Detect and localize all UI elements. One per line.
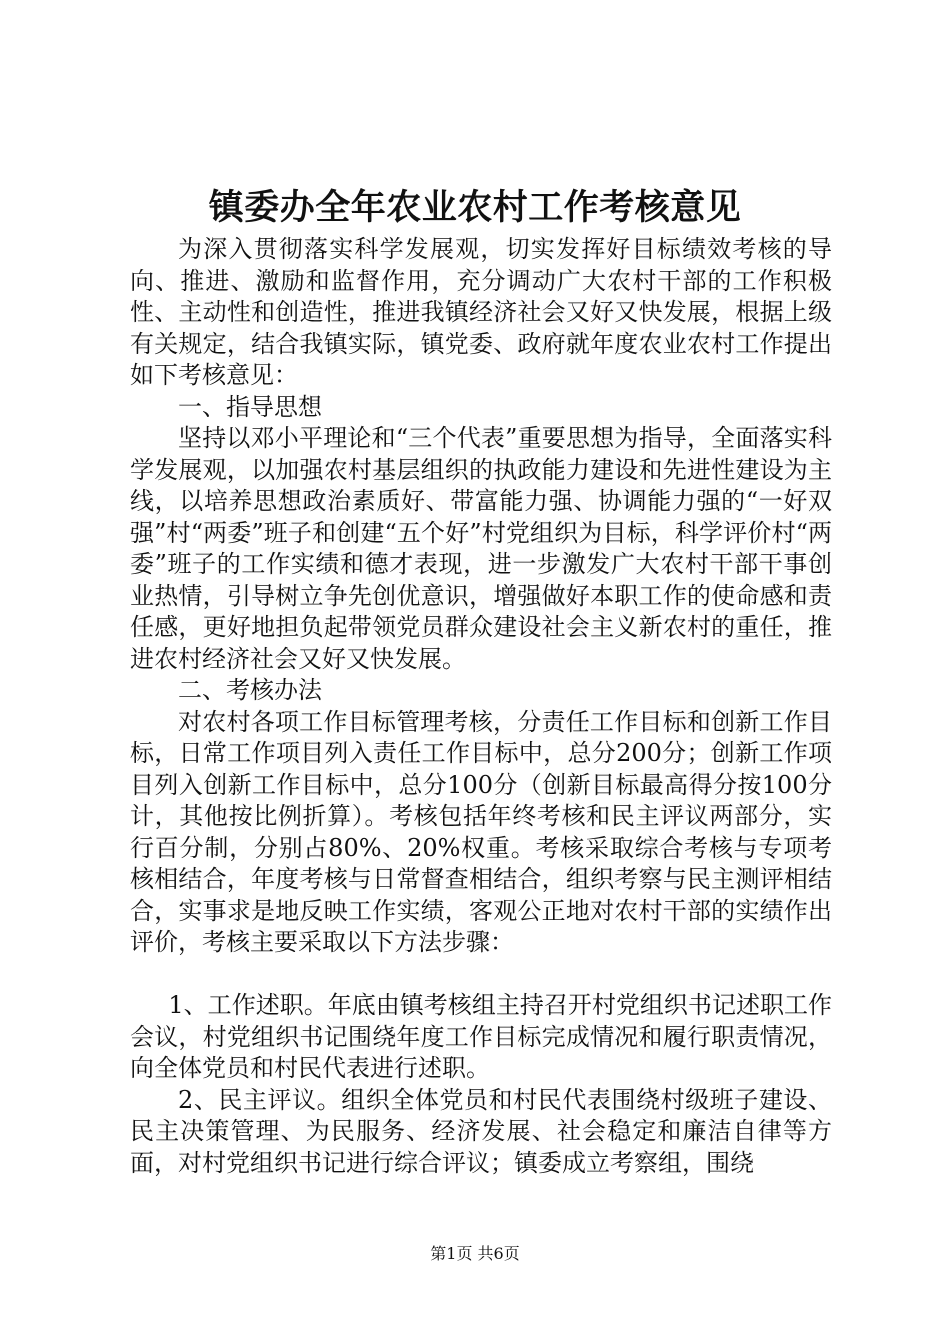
document-title: 镇委办全年农业农村工作考核意见 (208, 187, 742, 228)
list-item-work-report: 1、工作述职。年底由镇考核组主持召开村党组织书记述职工作会议，村党组织书记围绕年度工作目标完成情况和履行职责情况，向全体党员和村民代表进行述职。 (130, 991, 832, 1082)
paragraph-spacer (130, 959, 832, 991)
section-heading-guiding-ideology: 一、指导思想 (178, 392, 322, 421)
assessment-method-paragraph: 对农村各项工作目标管理考核，分责任工作目标和创新工作目标，日常工作项目列入责任工作目标中，总分200分；创新工作项目列入创新工作目标中，总分100分（创新目标最高得分按100分计，其他按比例折算）。考核包括年终考核和民主评议两部分，实行百分制，分别占80%、20%权重。考核采取综合考核与专项考核相结合，年度考核与日常督查相结合，组织考察与民主测评相结合，实事求是地反映工作实绩，客观公正地对农村干部的实绩作出评价，考核主要采取以下方法步骤： (130, 707, 832, 956)
list-item-democratic-review: 2、民主评议。组织全体党员和村民代表围绕村级班子建设、民主决策管理、为民服务、经济发展、社会稳定和廉洁自律等方面，对村党组织书记进行综合评议；镇委成立考察组，围绕 (130, 1085, 832, 1177)
section-heading-assessment-method: 二、考核办法 (178, 676, 322, 704)
guiding-ideology-paragraph: 坚持以邓小平理论和“三个代表”重要思想为指导，全面落实科学发展观，以加强农村基层组织的执政能力建设和先进性建设为主线，以培养思想政治素质好、带富能力强、协调能力强的“一好双强”村“两委”班子和创建“五个好”村党组织为目标，科学评价村“两委”班子的工作实绩和德才表现，进一步激发广大农村干部干事创业热情，引导树立争先创优意识，增强做好本职工作的使命感和责任感，更好地担负起带领党员群众建设社会主义新农村的重任，推进农村经济社会又好又快发展。 (130, 424, 832, 673)
intro-paragraph: 为深入贯彻落实科学发展观，切实发挥好目标绩效考核的导向、推进、激励和监督作用，充分调动广大农村干部的工作积极性、主动性和创造性，推进我镇经济社会又好又快发展，根据上级有关规定，结合我镇实际，镇党委、政府就年度农业农村工作提出如下考核意见： (130, 235, 832, 389)
document-body (130, 234, 832, 1179)
page-footer: 第1页 共6页 (430, 1244, 520, 1263)
